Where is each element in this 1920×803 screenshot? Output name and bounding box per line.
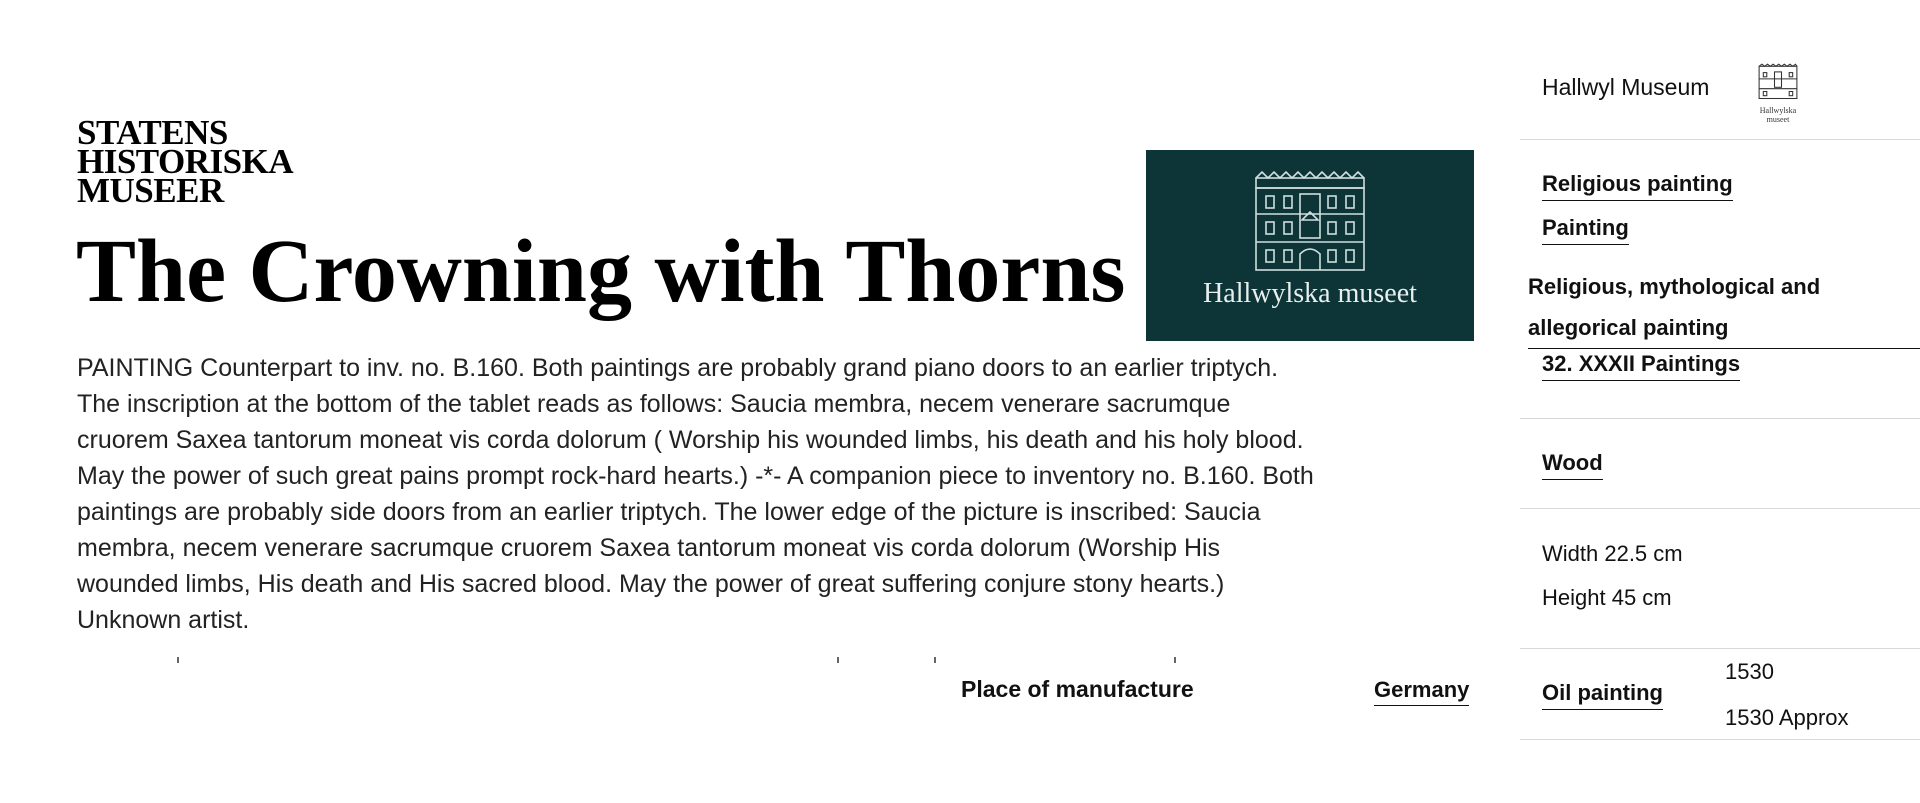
building-icon xyxy=(1757,62,1799,100)
material-link-wood[interactable]: Wood xyxy=(1542,449,1603,480)
clipped-text-line xyxy=(77,657,1177,663)
hero-caption: Hallwylska museet xyxy=(1203,278,1417,309)
category-link-religious-mythological[interactable]: Religious, mythological and allegorical painting xyxy=(1528,266,1920,349)
category-link-xxxii-paintings[interactable]: 32. XXXII Paintings xyxy=(1542,350,1740,381)
building-icon xyxy=(1250,168,1370,272)
technique-link-oil-painting[interactable]: Oil painting xyxy=(1542,679,1663,710)
object-description: PAINTING Counterpart to inv. no. B.160. Both paintings are probably grand piano doors to an earlier triptych. The inscription at the bottom of the tablet reads as follows: Saucia membra, necem venerare sacrumque cruorem Saxea tantorum moneat vis corda dolorum ( Worship his wounded limbs, his death and his holy blood. May the power of such great pains prompt rock-hard hearts.) -*- A companion piece to inventory no. B.160. Both paintings are probably side doors from an earlier triptych. The lower edge of the picture is inscribed: Saucia membra, necem venerare sacrumque cruorem Saxea tantorum moneat vis corda dolorum (Worship His wounded limbs, His death and His sacred blood. May the power of great suffering conjure stony hearts.) Unknown artist. xyxy=(77,354,1314,634)
hero-image[interactable] xyxy=(1146,150,1474,341)
category-row xyxy=(1520,140,1920,419)
category-link-religious-painting[interactable]: Religious painting xyxy=(1542,170,1733,201)
dimension-width: Width 22.5 cm xyxy=(1542,541,1683,566)
category-link-painting[interactable]: Painting xyxy=(1542,214,1629,245)
logo-line-1: STATENS xyxy=(77,113,228,152)
museum-row xyxy=(1520,0,1920,140)
museum-mini-caption: Hallwylska museet xyxy=(1759,106,1797,124)
place-of-manufacture-link[interactable]: Germany xyxy=(1374,677,1469,706)
page-title: The Crowning with Thorns xyxy=(76,222,1126,321)
dating-approx: 1530 Approx xyxy=(1725,705,1849,730)
place-of-manufacture-label: Place of manufacture xyxy=(961,676,1194,702)
dating-year: 1530 xyxy=(1725,659,1774,684)
logo-line-3: MUSEER xyxy=(77,171,224,210)
museum-name[interactable]: Hallwyl Museum xyxy=(1542,74,1710,100)
technique-dating-row xyxy=(1520,649,1920,740)
details-sidebar xyxy=(1520,0,1920,803)
museum-mini-logo[interactable] xyxy=(1748,62,1808,124)
dimensions-row xyxy=(1520,509,1920,649)
dimension-height: Height 45 cm xyxy=(1542,585,1672,610)
museum-logo[interactable] xyxy=(77,113,294,210)
logo-line-2: HISTORISKA xyxy=(77,142,294,181)
material-row xyxy=(1520,419,1920,509)
